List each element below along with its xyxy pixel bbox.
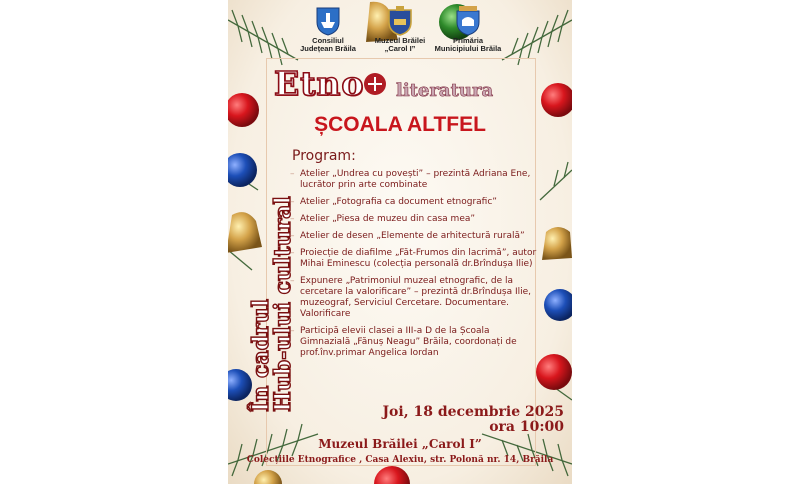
folk-motif-icon bbox=[360, 72, 390, 100]
side-text-hub-cultural bbox=[250, 152, 294, 412]
county-crest-icon bbox=[315, 6, 341, 36]
city-crest-icon bbox=[455, 6, 481, 36]
subtitle-scoala-altfel: ȘCOALA ALTFEL bbox=[314, 113, 486, 136]
venue-name: Muzeul Brăilei „Carol I” bbox=[318, 437, 482, 451]
program-item: – Atelier de desen „Elemente de arhitectură rurală” bbox=[292, 231, 542, 242]
program-item: – Atelier „Piesa de muzeu din casa mea” bbox=[292, 214, 542, 225]
logo-caption: Consiliul bbox=[312, 36, 344, 45]
program-item: – Atelier „Fotografia ca document etnografic” bbox=[292, 197, 542, 208]
program-item: – Atelier „Undrea cu povești” – prezintă Adriana Ene, lucrător prin arte combinate bbox=[292, 169, 542, 191]
program-list bbox=[292, 169, 542, 359]
event-venue bbox=[228, 437, 572, 465]
logo-caption: Muzeul Brăilei bbox=[374, 36, 426, 45]
partner-logos bbox=[228, 6, 572, 62]
logo-caption: Județean Brăila bbox=[300, 44, 356, 53]
logo-primaria-braila bbox=[428, 6, 508, 53]
event-date-time: ora 10:00 bbox=[489, 419, 564, 435]
logo-caption: Primăria bbox=[452, 36, 484, 45]
logo-caption: Municipiului Brăila bbox=[434, 44, 502, 53]
title-literatura: literatura bbox=[396, 80, 494, 101]
title-etno: Etno bbox=[274, 64, 365, 103]
event-poster bbox=[228, 0, 572, 484]
side-text-line: Hub-ului cultural bbox=[270, 196, 296, 412]
program-item: – Expunere „Patrimoniul muzeal etnografic, de la cercetare la valorificare” – prezintă dr.Brîndușa Ilie, muzeograf, Serviciul Cercetare. Documentare. Valorificare bbox=[292, 276, 542, 320]
program-item: – Participă elevii clasei a III-a D de la Școala Gimnazială „Fănuș Neagu” Brăila, coordonați de prof.înv.primar Angelica Iordan bbox=[292, 326, 542, 359]
title-etnoliteratura bbox=[268, 66, 538, 106]
event-date bbox=[350, 405, 564, 435]
logo-caption: „Carol I” bbox=[384, 44, 416, 53]
program-section bbox=[292, 148, 542, 365]
side-text-line: În cadrul bbox=[248, 299, 274, 412]
museum-crest-icon bbox=[386, 6, 414, 36]
program-item: – Proiecție de diafilme „Făt-Frumos din lacrimă”, autor Mihai Eminescu (colecția personală dr.Brîndușa Ilie) bbox=[292, 248, 542, 270]
logo-consiliul-judetean bbox=[288, 6, 368, 53]
venue-address: Colecțiile Etnografice , Casa Alexiu, str. Polonă nr. 14, Brăila bbox=[246, 455, 554, 465]
program-heading: Program: bbox=[292, 148, 356, 164]
event-date-day: Joi, 18 decembrie 2025 bbox=[382, 404, 564, 420]
